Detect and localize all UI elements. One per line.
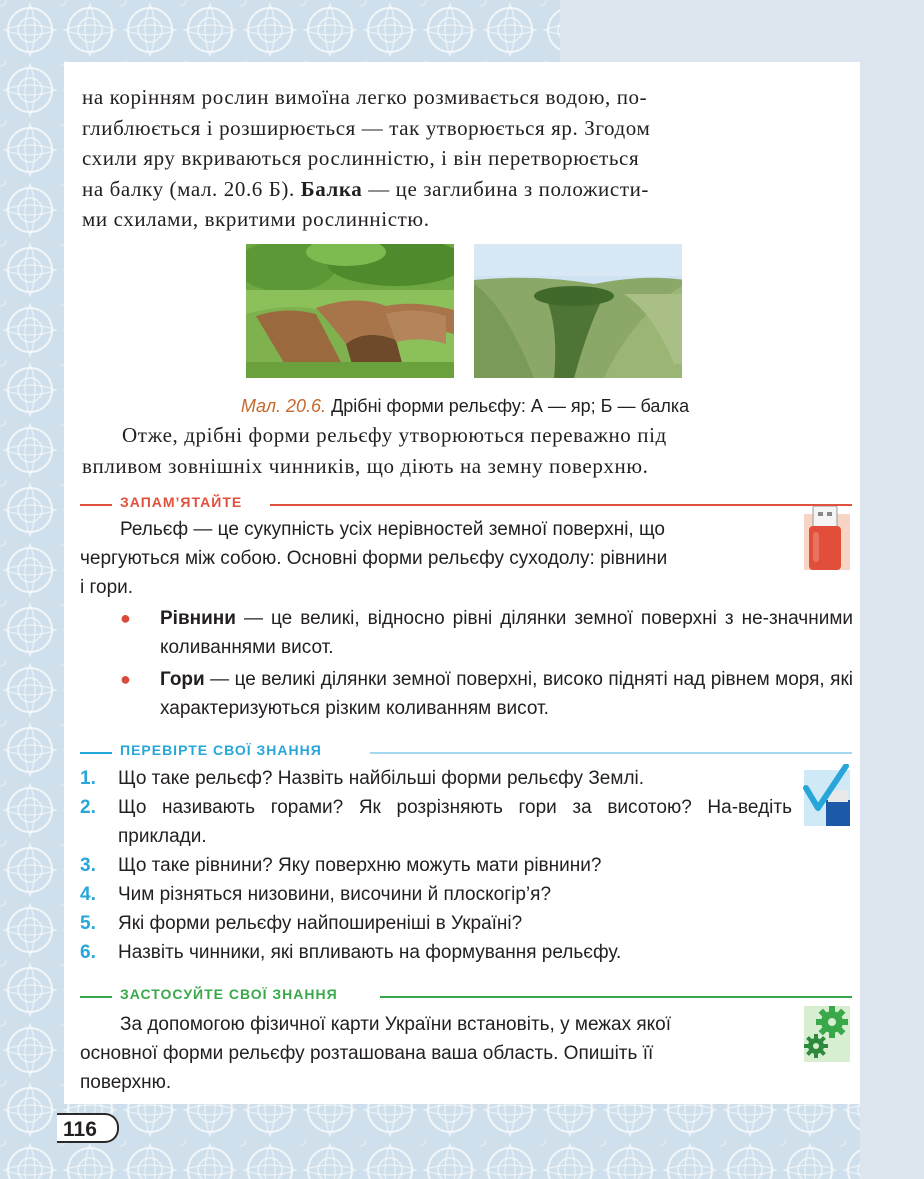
apply-section-header (80, 984, 852, 1004)
bullet-term: Рівнини (160, 608, 236, 629)
question-number: 2. (80, 797, 96, 818)
figure-caption (80, 394, 850, 418)
header-dash (80, 752, 112, 754)
header-dash (80, 996, 112, 998)
photo-ravine (246, 244, 454, 378)
page-number: 116 (57, 1113, 119, 1143)
usb-flash-drive-icon (800, 506, 854, 572)
question-text: Назвіть чинники, які впливають на формування рельєфу. (118, 942, 622, 963)
question-item (80, 793, 792, 851)
header-dash (80, 504, 112, 506)
figure-number: Мал. 20.6. (240, 396, 327, 416)
bullet-dot: ● (120, 669, 131, 689)
question-list (80, 764, 792, 967)
intro-line-with-term (82, 174, 852, 205)
intro-line: схили яру вкриваються рослинністю, і він перетворюється (82, 146, 640, 170)
bullet-text: — це великі ділянки земної поверхні, високо підняті над рівнем моря, які характеризуються різким коливанням висот. (160, 669, 853, 719)
apply-line: За допомогою фізичної карти України встановіть, у межах якої (120, 1014, 672, 1035)
checkmark-icon (800, 764, 854, 828)
check-title: ПЕРЕВІРТЕ СВОЇ ЗНАННЯ (120, 740, 330, 760)
figure-caption-text: Дрібні форми рельєфу: А — яр; Б — балка (331, 396, 690, 416)
intro-line: на корінням рослин вимоїна легко розмивається водою, по- (82, 85, 648, 109)
apply-line: основної форми рельєфу розташована ваша область. Опишіть її (80, 1043, 654, 1064)
intro-paragraph (82, 82, 852, 235)
remember-line: Рельєф — це сукупність усіх нерівностей земної поверхні, що (120, 519, 665, 540)
remember-section-header (80, 492, 852, 512)
question-text: Що таке рельєф? Назвіть найбільші форми рельєфу Землі. (118, 768, 645, 789)
apply-text (80, 1010, 792, 1097)
question-item (80, 880, 792, 909)
apply-line: поверхню. (80, 1072, 172, 1093)
question-number: 4. (80, 884, 96, 905)
question-text: Чим різняться низовини, височини й плоскогір’я? (118, 884, 552, 905)
intro-line-end: — це заглибина з положисти- (362, 176, 650, 201)
check-section-header (80, 740, 852, 760)
conclusion-line: Отже, дрібні форми рельєфу утворюються переважно під (122, 423, 667, 447)
question-item (80, 909, 792, 938)
intro-line-start: на балку (мал. 20.6 Б). (82, 176, 295, 201)
question-item (80, 764, 792, 793)
question-number: 1. (80, 768, 96, 789)
intro-line: глиблюється і розширюється — так утворюється яр. Згодом (82, 115, 651, 140)
question-text: Що називають горами? Як розрізняють гори за висотою? На-ведіть приклади. (118, 797, 792, 847)
conclusion-line: впливом зовнішніх чинників, що діють на земну поверхню. (82, 453, 649, 478)
remember-line: чергуються між собою. Основні форми рельєфу суходолу: рівнини (80, 548, 668, 569)
bullet-term: Гори (160, 669, 205, 690)
term-balka: Балка (300, 176, 363, 201)
apply-title: ЗАСТОСУЙТЕ СВОЇ ЗНАННЯ (120, 984, 346, 1004)
header-rule (380, 996, 852, 998)
intro-line: ми схилами, вкритими рослинністю. (82, 207, 430, 231)
remember-bullet-list (118, 604, 853, 726)
question-text: Що таке рівнини? Яку поверхню можуть мати рівнини? (118, 855, 602, 876)
header-rule (370, 752, 852, 754)
question-number: 3. (80, 855, 96, 876)
bullet-dot: ● (120, 608, 131, 628)
question-item (80, 851, 792, 880)
remember-line: і гори. (80, 577, 134, 598)
remember-title: ЗАПАМ’ЯТАЙТЕ (120, 492, 250, 512)
gears-icon (800, 1002, 854, 1064)
list-item (118, 604, 853, 662)
question-item (80, 938, 792, 967)
question-number: 6. (80, 942, 96, 963)
list-item (118, 665, 853, 723)
question-number: 5. (80, 913, 96, 934)
header-rule (270, 504, 852, 506)
photo-gully (474, 244, 682, 378)
remember-text (80, 515, 792, 602)
conclusion-paragraph (82, 420, 852, 481)
bullet-text: — це великі, відносно рівні ділянки земної поверхні з не-значними коливаннями висот. (160, 608, 853, 658)
question-text: Які форми рельєфу найпоширеніші в Україні? (118, 913, 523, 934)
